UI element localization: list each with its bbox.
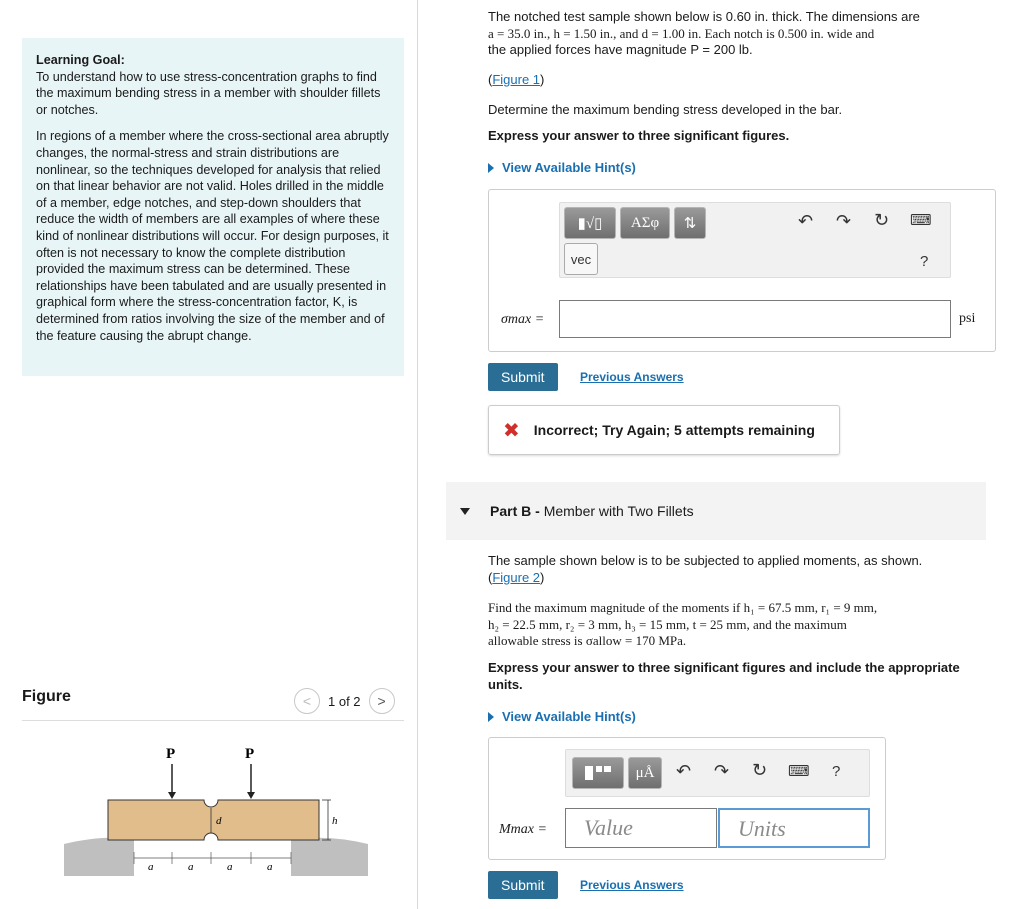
incorrect-x-icon: ✖ [503, 419, 520, 442]
left-panel [0, 0, 418, 909]
sigma-max-label: σmax = [501, 312, 545, 327]
force-arrowhead-2 [247, 792, 255, 799]
learning-goal-body: In regions of a member where the cross-sectional area abruptly changes, the normal-stress and strain distributions are nonlinear, so the techniques developed for analysis that relied on that linear behavior are not valid. Holes drilled in the middle of a member, edge notches, and step-down shoulders that reduce the width of members are all examples of where these kind of nonlinear distributions will occur. For design purposes, it often is not necessary to know the complete distribution provided the maximum stress can be determined. These relationships have been tabulated and are usually presented in graphical form where the stress-concentration factor, K, is determined from ratios involving the size of the member and of the feature causing the abrupt change. [36, 129, 389, 343]
mu-angstrom-button[interactable]: μÅ [628, 757, 662, 789]
part-a-problem [488, 9, 988, 59]
label-a4: a [267, 861, 273, 873]
part-b-given-2: h₂ = 22.5 mm, r₂ = 3 mm, h₃ = 15 mm, t = 25 mm, and the maximum [488, 616, 847, 632]
right-support [291, 838, 368, 876]
redo-icon[interactable]: ↷ [714, 761, 730, 781]
figure-1-link-wrap: (Figure 1) [488, 72, 545, 87]
figure-2-link[interactable]: Figure 2 [492, 570, 541, 585]
part-a-feedback [488, 405, 840, 455]
label-d: d [216, 815, 222, 827]
undo-icon[interactable]: ↶ [798, 211, 814, 231]
figure-divider [22, 720, 404, 721]
greek-symbols-button[interactable]: ΑΣφ [620, 207, 670, 239]
part-a-submit-button[interactable]: Submit [488, 363, 558, 391]
part-b-givens [488, 600, 988, 650]
expand-triangle-icon [488, 163, 494, 173]
label-a2: a [188, 861, 194, 873]
part-b-previous-answers-link[interactable]: Previous Answers [580, 878, 684, 892]
left-support [64, 838, 134, 876]
beam [108, 800, 319, 840]
part-b-submit-button[interactable]: Submit [488, 871, 558, 899]
reset-icon[interactable]: ↻ [874, 210, 890, 230]
value-input[interactable] [565, 808, 717, 848]
units-template-button[interactable] [572, 757, 624, 789]
learning-goal-box [22, 38, 404, 376]
vec-button[interactable]: vec [564, 243, 598, 275]
figure-heading: Figure [22, 688, 71, 705]
help-button[interactable]: ? [920, 253, 929, 270]
part-a-answer-box [488, 189, 996, 352]
part-a-line-2: a = 35.0 in., h = 1.50 in., and d = 1.00 in. Each notch is 0.500 in. wide and [488, 25, 875, 41]
units-placeholder: Units [738, 816, 786, 841]
part-b-hint-toggle[interactable] [488, 709, 988, 726]
label-P2: P [245, 746, 255, 762]
figure-pager [294, 688, 395, 714]
part-b-hint-label: View Available Hint(s) [502, 709, 636, 724]
part-a-previous-answers-link[interactable]: Previous Answers [580, 370, 684, 384]
part-b-answer-box [488, 737, 886, 860]
part-a-math-toolbar [559, 202, 951, 278]
part-b-label: Part B - [490, 503, 540, 519]
figure-next-button[interactable]: > [369, 688, 395, 714]
label-a3: a [227, 861, 233, 873]
reset-icon[interactable]: ↻ [752, 760, 768, 780]
units-template-icon [583, 764, 613, 782]
figure-2-link-wrap: (Figure 2) [488, 570, 545, 585]
part-b-math-toolbar [565, 749, 870, 797]
part-b-given-1: Find the maximum magnitude of the moments if h₁ = 67.5 mm, r₁ = 9 mm, [488, 600, 878, 615]
part-b-problem: The sample shown below is to be subjected to applied moments, as shown. [488, 553, 923, 568]
part-a-instruction: Express your answer to three significant figures. [488, 128, 790, 143]
sigma-max-input[interactable] [559, 300, 951, 338]
label-h: h [332, 815, 338, 827]
m-max-label: Mmax = [499, 822, 547, 837]
notched-beam-figure [56, 736, 376, 886]
learning-goal-intro [36, 52, 390, 118]
figure-1-link[interactable]: Figure 1 [492, 72, 541, 87]
undo-icon[interactable]: ↶ [676, 761, 692, 781]
part-b-header[interactable] [446, 482, 986, 540]
figure-page-count: 1 of 2 [328, 693, 361, 709]
force-arrowhead-1 [168, 792, 176, 799]
keyboard-icon[interactable]: ⌨ [910, 212, 932, 229]
learning-goal-title: Learning Goal: [36, 53, 125, 67]
part-a-question: Determine the maximum bending stress developed in the bar. [488, 102, 843, 117]
units-input[interactable] [718, 808, 870, 848]
learning-goal-intro-text: To understand how to use stress-concentration graphs to find the maximum bending stress in a member with shoulder fillets or notches. [36, 69, 381, 117]
part-a-hint-toggle[interactable] [488, 160, 988, 177]
value-placeholder: Value [584, 815, 633, 840]
unit-label: psi [959, 311, 976, 326]
part-a-hint-label: View Available Hint(s) [502, 160, 636, 175]
collapse-triangle-icon [460, 508, 470, 515]
label-a1: a [148, 861, 154, 873]
feedback-text: Incorrect; Try Again; 5 attempts remaining [533, 422, 815, 438]
label-P1: P [166, 746, 176, 762]
part-b-title: Member with Two Fillets [543, 503, 694, 519]
redo-icon[interactable]: ↷ [836, 211, 852, 231]
part-b-instruction: Express your answer to three significant figures and include the appropriate units. [488, 660, 960, 692]
part-a-line-1: The notched test sample shown below is 0.60 in. thick. The dimensions are [488, 9, 920, 24]
templates-button[interactable]: ▮√▯ [564, 207, 616, 239]
right-panel [418, 0, 1024, 909]
arrows-button[interactable]: ⇅ [674, 207, 706, 239]
help-button[interactable]: ? [832, 763, 841, 780]
keyboard-icon[interactable]: ⌨ [788, 763, 810, 780]
part-a-line-3: the applied forces have magnitude P = 200 lb. [488, 42, 753, 57]
expand-triangle-icon [488, 712, 494, 722]
part-b-given-3: allowable stress is σallow = 170 MPa. [488, 633, 687, 648]
figure-prev-button[interactable]: < [294, 688, 320, 714]
